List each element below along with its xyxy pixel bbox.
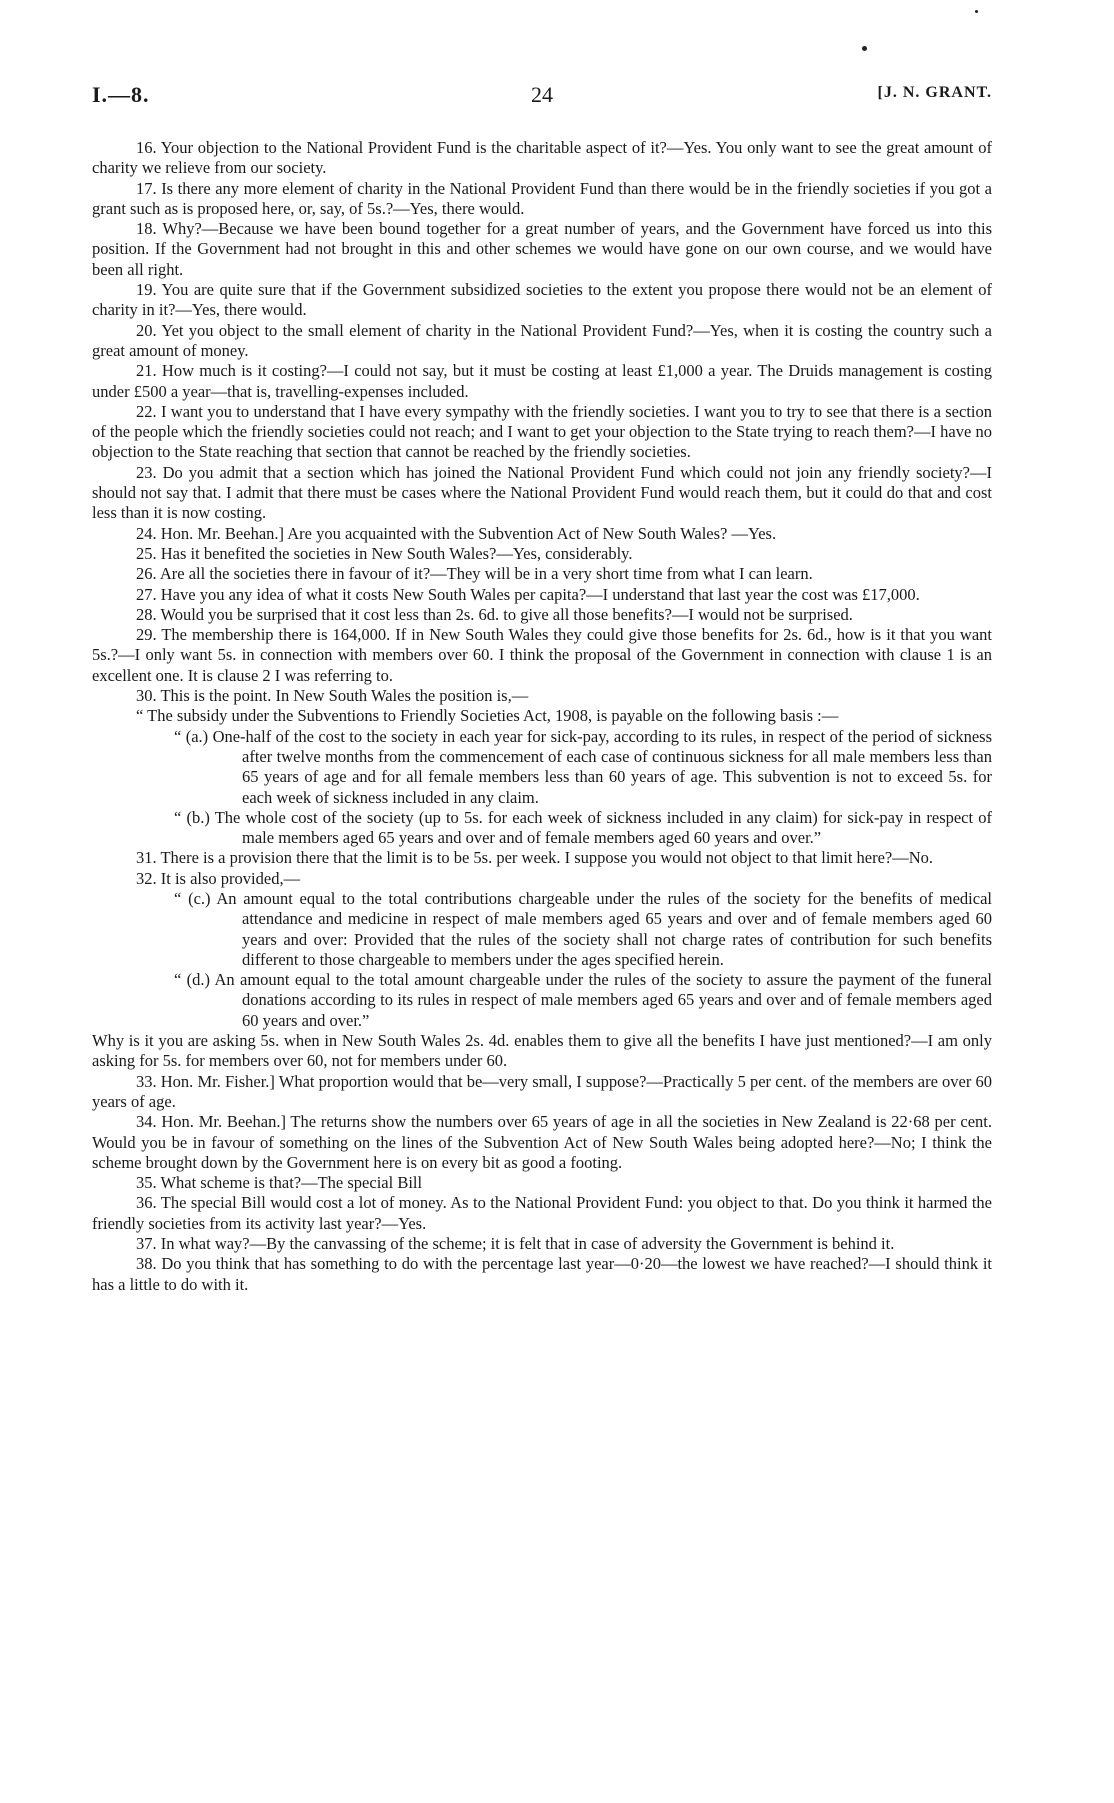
- ink-speck: [975, 10, 978, 13]
- quoted-clause-c: “ (c.) An amount equal to the total contributions chargeable under the rules of the society for the benefits of medical attendance and medicine in respect of male members aged 65 years and over and of female members aged 60 years and over: Provided that the rules of the society shall not charge rates of contribution for such benefits different to those chargeable to members under the ages specified herein.: [174, 888, 992, 969]
- paragraph-36: 36. The special Bill would cost a lot of money. As to the National Provident Fund: you object to that. Do you think it harmed the friendly societies from its activity last year?—Yes.: [92, 1193, 992, 1233]
- document-body: [92, 138, 992, 1295]
- page-number: 24: [531, 82, 553, 107]
- paragraph-24: 24. Hon. Mr. Beehan.] Are you acquainted with the Subvention Act of New South Wales? —Yes.: [136, 523, 777, 543]
- document-page: [92, 82, 992, 1295]
- ink-speck: [862, 46, 867, 51]
- paragraph-32: 32. It is also provided,—: [136, 868, 301, 888]
- witness-name: [J. N. GRANT.: [877, 84, 992, 101]
- paragraph-38: 38. Do you think that has something to do with the percentage last year—0·20—the lowest we have reached?—I should think it has a little to do with it.: [92, 1254, 992, 1294]
- quoted-act-intro: “ The subsidy under the Subventions to Friendly Societies Act, 1908, is payable on the following basis :—: [136, 706, 839, 726]
- paragraph-23: 23. Do you admit that a section which has joined the National Provident Fund which could not join any friendly society?—I should not say that. I admit that there must be cases where the National Provident Fund would reach them, but it could do that and cost less than it is now costing.: [92, 462, 992, 523]
- paragraph-20: 20. Yet you object to the small element of charity in the National Provident Fund?—Yes, when it is costing the country such a great amount of money.: [92, 320, 992, 360]
- document-reference: I.—8.: [92, 82, 150, 107]
- page-header: [92, 82, 992, 112]
- quoted-clause-a: “ (a.) One-half of the cost to the society in each year for sick-pay, according to its rules, in respect of the period of sickness after twelve months from the commencement of each case of continuous sickness for all male members less than 65 years of age and for all female members less than 60 years of age. This subvention is not to exceed 5s. for each week of sickness included in any claim.: [174, 726, 992, 807]
- paragraph-18: 18. Why?—Because we have been bound together for a great number of years, and the Government have forced us into this position. If the Government had not brought in this and other schemes we would have gone on our own course, and we would have been all right.: [92, 219, 992, 279]
- paragraph-19: 19. You are quite sure that if the Government subsidized societies to the extent you propose there would not be an element of charity in it?—Yes, there would.: [92, 280, 992, 320]
- paragraph-27: 27. Have you any idea of what it costs New South Wales per capita?—I understand that last year the cost was £17,000.: [136, 584, 920, 604]
- paragraph-16: 16. Your objection to the National Provident Fund is the charitable aspect of it?—Yes. You only want to see the great amount of charity we relieve from our society.: [92, 138, 992, 178]
- quoted-clause-b: “ (b.) The whole cost of the society (up to 5s. for each week of sickness included in any claim) for sick-pay in respect of male members aged 65 years and over and of female members aged 60 years and over.”: [174, 807, 992, 848]
- paragraph-34: 34. Hon. Mr. Beehan.] The returns show the numbers over 65 years of age in all the societies in New Zealand is 22·68 per cent. Would you be in favour of something on the lines of the Subvention Act of New South Wales being adopted here?—No; I think the scheme brought down by the Government here is on every bit as good a footing.: [92, 1112, 992, 1172]
- paragraph-17: 17. Is there any more element of charity in the National Provident Fund than there would be in the friendly societies if you got a grant such as is proposed here, or, say, of 5s.?—Yes, there would.: [92, 178, 992, 218]
- paragraph-30: 30. This is the point. In New South Wales the position is,—: [136, 686, 529, 706]
- paragraph-28: 28. Would you be surprised that it cost less than 2s. 6d. to give all those benefits?—I would not be surprised.: [136, 604, 853, 624]
- paragraph-32-continued: Why is it you are asking 5s. when in New South Wales 2s. 4d. enables them to give all the benefits I have just mentioned?—I am only asking for 5s. for members over 60, not for members under 60.: [92, 1031, 992, 1071]
- paragraph-21: 21. How much is it costing?—I could not say, but it must be costing at least £1,000 a year. The Druids management is costing under £500 a year—that is, travelling-expenses included.: [92, 361, 992, 401]
- paragraph-31: 31. There is a provision there that the limit is to be 5s. per week. I suppose you would not object to that limit here?—No.: [136, 848, 934, 868]
- paragraph-26: 26. Are all the societies there in favour of it?—They will be in a very short time from what I can learn.: [136, 564, 813, 584]
- quoted-clause-d: “ (d.) An amount equal to the total amount chargeable under the rules of the society to assure the payment of the funeral donations according to its rules in respect of male members aged 65 years and over and of female members aged 60 years and over.”: [174, 970, 992, 1030]
- paragraph-35: 35. What scheme is that?—The special Bill: [136, 1173, 423, 1193]
- paragraph-22: 22. I want you to understand that I have every sympathy with the friendly societies. I want you to try to see that there is a section of the people which the friendly societies could not reach; and I want to get your objection to the State trying to reach them?—I have no objection to the State reaching that section that cannot be reached by the friendly societies.: [92, 401, 992, 462]
- paragraph-37: 37. In what way?—By the canvassing of the scheme; it is felt that in case of adversity the Government is behind it.: [136, 1234, 895, 1254]
- paragraph-33: 33. Hon. Mr. Fisher.] What proportion would that be—very small, I suppose?—Practically 5 per cent. of the members are over 60 years of age.: [92, 1071, 992, 1111]
- paragraph-29: 29. The membership there is 164,000. If in New South Wales they could give those benefits for 2s. 6d., how is it that you want 5s.?—I only want 5s. in connection with members over 60. I think the proposal of the Government in connection with clause 1 is an excellent one. It is clause 2 I was referring to.: [92, 625, 992, 685]
- paragraph-25: 25. Has it benefited the societies in New South Wales?—Yes, considerably.: [136, 543, 633, 563]
